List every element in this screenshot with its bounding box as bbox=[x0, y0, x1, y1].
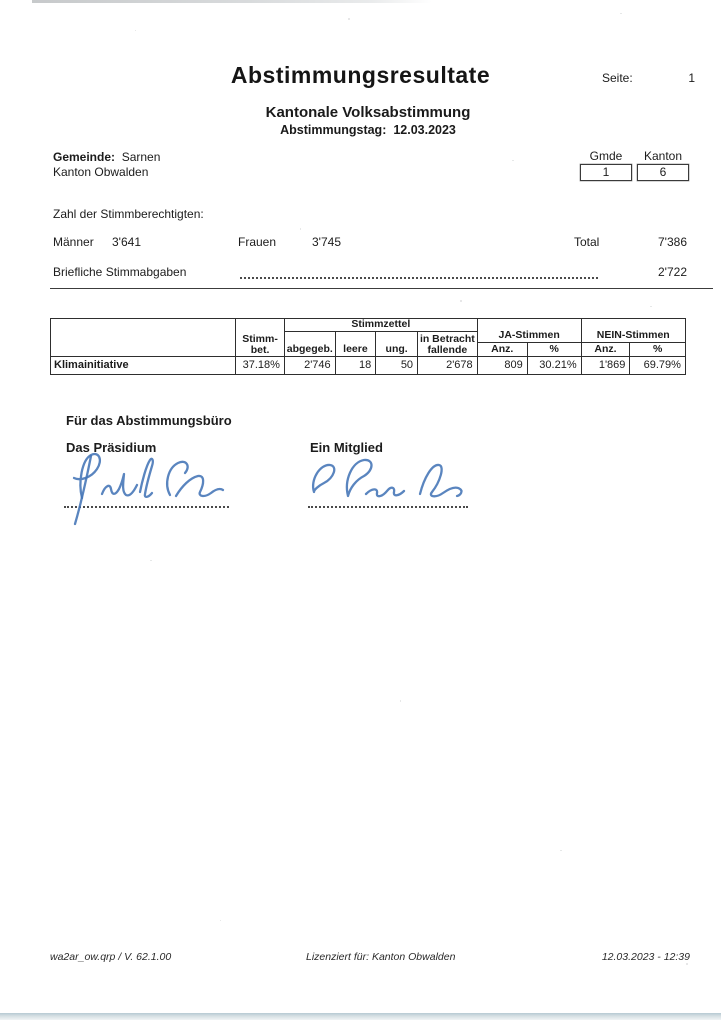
dotted-leader bbox=[240, 277, 598, 279]
scan-bottom-bar-artifact bbox=[0, 1013, 721, 1020]
table-header-name bbox=[51, 319, 236, 357]
table-row-stimmbeteiligung: 37.18% bbox=[236, 357, 285, 374]
table-row-name: Klimainitiative bbox=[51, 357, 236, 374]
table-header-ungueltige: ung. bbox=[376, 332, 418, 357]
table-row-leere: 18 bbox=[336, 357, 377, 374]
electorate-heading: Zahl der Stimmberechtigten: bbox=[53, 207, 204, 221]
table-row-nein-anzahl: 1'869 bbox=[582, 357, 631, 374]
kanton-number-box: 6 bbox=[637, 164, 689, 181]
table-header-ja-stimmen: JA-Stimmen bbox=[478, 319, 582, 343]
table-header-in-betracht: in Betracht fallende bbox=[418, 332, 478, 357]
signature-section-heading: Für das Abstimmungsbüro bbox=[66, 413, 232, 428]
table-header-stimmzettel: Stimmzettel bbox=[285, 319, 478, 332]
table-row-ungueltige: 50 bbox=[376, 357, 418, 374]
mitglied-signature bbox=[300, 452, 485, 522]
horizontal-rule bbox=[50, 288, 713, 289]
briefliche-label: Briefliche Stimmabgaben bbox=[53, 265, 187, 279]
table-header-leere: leere bbox=[336, 332, 377, 357]
maenner-value: 3'641 bbox=[112, 235, 141, 249]
voting-date-line bbox=[0, 123, 721, 137]
table-row-nein-prozent: 69.79% bbox=[643, 358, 681, 371]
table-row-abgegeben: 2'746 bbox=[285, 357, 336, 374]
gemeinde-line bbox=[53, 150, 160, 164]
mitglied-label: Ein Mitglied bbox=[310, 440, 383, 455]
praesidium-label: Das Präsidium bbox=[66, 440, 157, 455]
total-label: Total bbox=[574, 235, 600, 249]
table-row-in-betracht: 2'678 bbox=[418, 357, 478, 374]
table-header-nein-stimmen: NEIN-Stimmen bbox=[582, 319, 685, 343]
table-row-ja-anzahl: 809 bbox=[478, 357, 528, 374]
table-header-nein-anzahl: Anz. bbox=[582, 343, 631, 357]
footer-program-version: wa2ar_ow.qrp / V. 62.1.00 bbox=[50, 951, 172, 963]
footer-license: Lizenziert für: Kanton Obwalden bbox=[306, 951, 456, 963]
kanton-line: Kanton Obwalden bbox=[53, 165, 149, 179]
gmde-number-box: 1 bbox=[580, 164, 632, 181]
table-header-abgegeben: abgegeb. bbox=[285, 332, 336, 357]
praesidium-signature bbox=[58, 448, 243, 533]
scan-top-edge-artifact bbox=[32, 0, 432, 3]
results-table bbox=[50, 318, 686, 375]
footer-timestamp: 12.03.2023 - 12:39 bbox=[601, 951, 690, 963]
voting-date-value: 12.03.2023 bbox=[393, 123, 456, 137]
maenner-label: Männer bbox=[53, 235, 94, 249]
page-number: 1 bbox=[688, 71, 695, 85]
total-value: 7'386 bbox=[658, 235, 687, 249]
table-header-ja-percent: % bbox=[528, 343, 582, 357]
table-row-ja-prozent: 30.21% bbox=[528, 357, 582, 374]
table-header-nein-percent: % bbox=[630, 343, 685, 357]
gemeinde-value: Sarnen bbox=[121, 150, 161, 164]
gemeinde-label: Gemeinde: bbox=[53, 150, 116, 164]
frauen-label: Frauen bbox=[238, 235, 277, 249]
kanton-box-label: Kanton bbox=[643, 149, 683, 163]
voting-date-label: Abstimmungstag: bbox=[280, 123, 387, 137]
document-subtitle: Kantonale Volksabstimmung bbox=[265, 104, 471, 121]
page-label: Seite: bbox=[602, 71, 633, 85]
table-header-stimmbeteiligung: Stimm- bet. bbox=[236, 319, 285, 357]
briefliche-value: 2'722 bbox=[658, 265, 687, 279]
frauen-value: 3'745 bbox=[312, 235, 341, 249]
document-title: Abstimmungsresultate bbox=[230, 62, 491, 88]
table-header-ja-anzahl: Anz. bbox=[478, 343, 528, 357]
gmde-box-label: Gmde bbox=[589, 149, 623, 163]
